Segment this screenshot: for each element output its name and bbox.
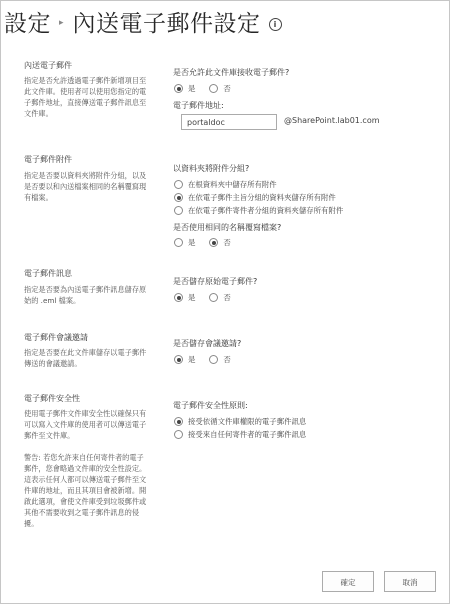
save-invites-yes-label: 是 (188, 355, 196, 364)
save-invites-options (174, 354, 231, 365)
email-address-domain: @SharePoint.lab01.com (284, 116, 380, 125)
overwrite-options (174, 237, 231, 248)
overwrite-yes-label: 是 (188, 238, 196, 247)
meeting-invites-section-title: 電子郵件會議邀請 (24, 333, 88, 342)
save-invites-yes-radio[interactable] (174, 355, 183, 364)
attachment-option-root[interactable] (174, 179, 277, 190)
security-policy-question: 電子郵件安全性原則: (173, 401, 248, 410)
save-original-no-radio[interactable] (209, 293, 218, 302)
incoming-section-title: 內送電子郵件 (24, 61, 72, 70)
allow-email-no-label: 否 (223, 84, 231, 93)
attachment-option-sender[interactable] (174, 205, 343, 216)
save-original-no-label: 否 (223, 293, 231, 302)
cancel-button[interactable]: 取消 (384, 571, 436, 592)
attachment-root-label: 在根資料夾中儲存所有附件 (188, 180, 277, 189)
attachment-sender-label: 在依電子郵件寄件者分組的資料夾儲存所有附件 (188, 206, 344, 215)
info-icon[interactable]: i (269, 18, 282, 31)
allow-email-yes-label: 是 (188, 84, 196, 93)
security-section-description: 使用電子郵件文件庫安全性以確保只有可以寫入文件庫的使用者可以傳送電子郵件至文件庫。 (24, 409, 147, 440)
email-address-input[interactable]: portaldoc (181, 114, 277, 130)
allow-email-no-radio[interactable] (209, 84, 218, 93)
overwrite-no-label: 否 (223, 238, 231, 247)
security-option-permissions[interactable] (174, 416, 306, 427)
save-original-question: 是否儲存原始電子郵件? (173, 277, 258, 286)
save-invites-no-radio[interactable] (209, 355, 218, 364)
attachment-subject-radio[interactable] (174, 193, 183, 202)
incoming-section-description: 指定是否允許透過電子郵件新增項目至此文件庫。使用者可以使用您指定的電子郵件地址，直接傳送電子郵件訊息至文件庫。 (24, 76, 147, 118)
attachment-sender-radio[interactable] (174, 206, 183, 215)
email-address-label: 電子郵件地址: (173, 101, 224, 110)
allow-email-question: 是否允許此文件庫接收電子郵件? (173, 68, 290, 77)
allow-email-options (174, 83, 231, 94)
security-any-sender-radio[interactable] (174, 430, 183, 439)
overwrite-question: 是否使用相同的名稱覆寫檔案? (173, 223, 282, 232)
security-permissions-radio[interactable] (174, 417, 183, 426)
original-message-section-description: 指定是否要為內送電子郵件訊息儲存原始的 .eml 檔案。 (24, 285, 147, 305)
attachment-option-subject[interactable] (174, 192, 336, 203)
breadcrumb-root[interactable]: 設定 (4, 10, 51, 37)
overwrite-yes-radio[interactable] (174, 238, 183, 247)
page-title (4, 6, 282, 36)
attachment-subject-label: 在依電子郵件主旨分組的資料夾儲存所有附件 (188, 193, 336, 202)
save-invites-no-label: 否 (223, 355, 231, 364)
security-section-title: 電子郵件安全性 (24, 394, 80, 403)
attachments-section-title: 電子郵件附件 (24, 155, 72, 164)
save-invites-question: 是否儲存會議邀請? (173, 339, 242, 348)
save-original-yes-radio[interactable] (174, 293, 183, 302)
attachment-root-radio[interactable] (174, 180, 183, 189)
attachments-section-description: 指定是否要以資料夾將附件分組，以及是否要以和內送檔案相同的名稱覆寫現有檔案。 (24, 171, 147, 202)
ok-button[interactable]: 確定 (322, 571, 374, 592)
overwrite-no-radio[interactable] (209, 238, 218, 247)
save-original-yes-label: 是 (188, 293, 196, 302)
security-permissions-label: 接受依循文件庫權限的電子郵件訊息 (188, 417, 307, 426)
security-option-any-sender[interactable] (174, 429, 306, 440)
page-title-text: 內送電子郵件設定 (72, 10, 261, 37)
security-any-sender-label: 接受來自任何寄件者的電子郵件訊息 (188, 430, 307, 439)
save-original-options (174, 292, 231, 303)
breadcrumb-separator-icon: ▸ (59, 18, 64, 28)
group-attachments-question: 以資料夾將附件分組? (173, 164, 250, 173)
original-message-section-title: 電子郵件訊息 (24, 269, 72, 278)
allow-email-yes-radio[interactable] (174, 84, 183, 93)
security-warning-text: 警告: 若您允許來自任何寄件者的電子郵件，您會略過文件庫的安全性設定。這表示任何人都可以傳送電子郵件至文件庫的地址，而且其項目會被新增。開啟此選項，會使文件庫受到垃圾郵件或其他不需要收到之電子郵件訊息的侵擾。 (24, 453, 147, 528)
meeting-invites-section-description: 指定是否要在此文件庫儲存以電子郵件傳送的會議邀請。 (24, 348, 147, 368)
